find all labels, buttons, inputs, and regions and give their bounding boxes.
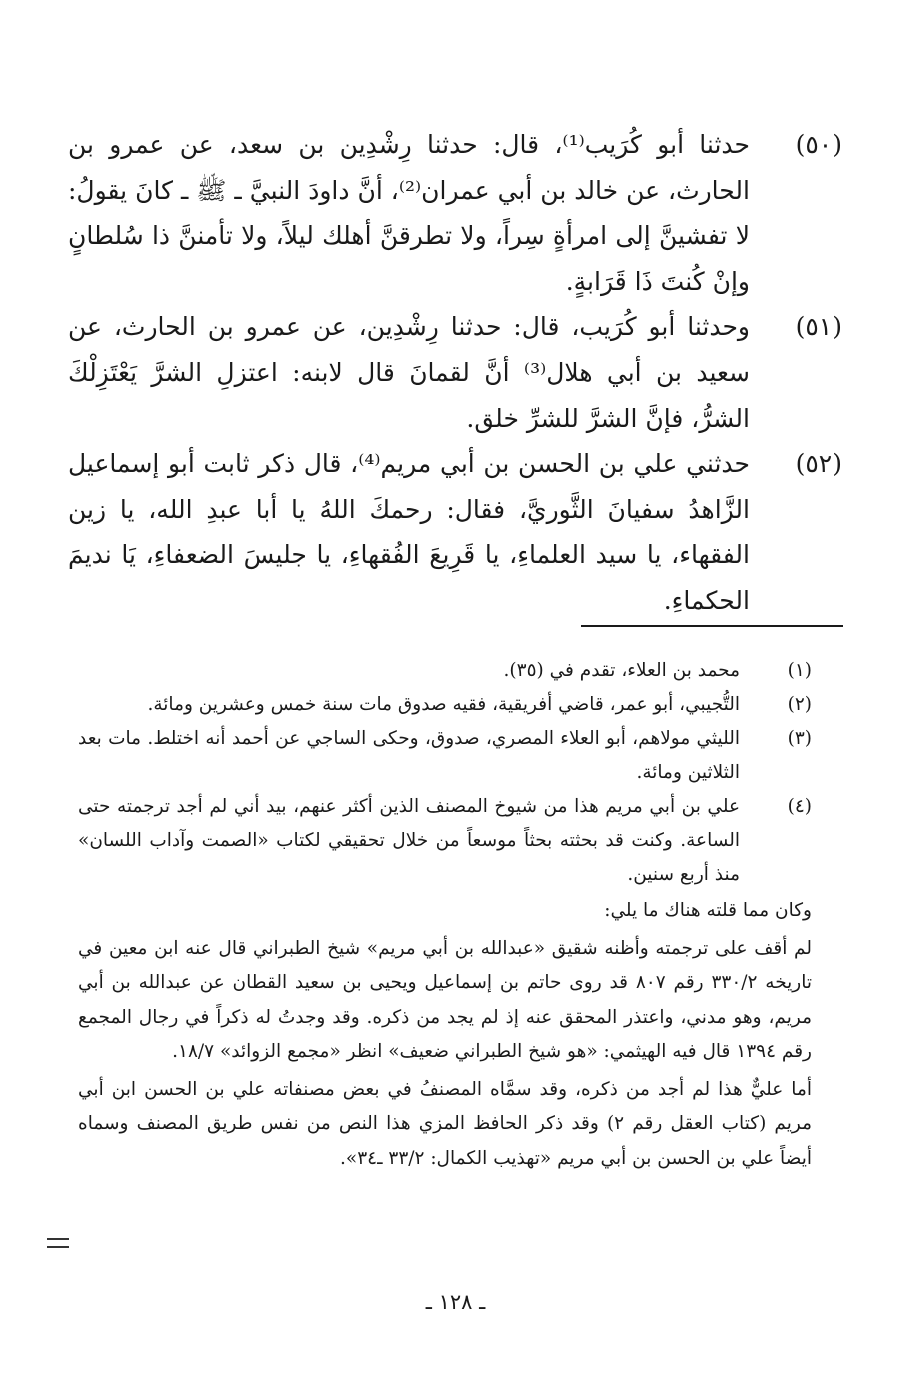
margin-mark xyxy=(47,1238,69,1248)
paragraph-text: حدثني علي بن الحسن بن أبي مريم⁽⁴⁾، قال ذكر ثابت أبو إسماعيل الزَّاهدُ سفيانَ الثَّوريَّ، فقال: رحمكَ اللهُ يا أبا عبدِ الله، يا زين الفقهاء، يا سيد العلماءِ، يا قَرِيعَ الفُقهاءِ، يا جليسَ الضعفاءِ، يَا نديمَ الحكماءِ. xyxy=(68,449,750,615)
paragraph-number: (٥٢) xyxy=(795,449,842,479)
footnote-text: التُّجيبي، أبو عمر، قاضي أفريقية، فقيه صدوق مات سنة خمس وعشرين ومائة. xyxy=(147,694,740,715)
footnote-number: (٣) xyxy=(787,728,812,749)
footnote-4 xyxy=(78,790,812,892)
paragraph-number: (٥٠) xyxy=(795,130,842,159)
footnote-text: الليثي مولاهم، أبو العلاء المصري، صدوق، وحكى الساجي عن أحمد أنه اختلط. مات بعد الثلاثين ومائة. xyxy=(78,728,740,783)
footnote-text: محمد بن العلاء، تقدم في (٣٥). xyxy=(503,660,740,681)
footnote-continuation: وكان مما قلته هناك ما يلي: xyxy=(604,900,812,921)
paragraph-50 xyxy=(68,122,842,304)
paragraph-text: وحدثنا أبو كُرَيب، قال: حدثنا رِشْدِين، عن عمرو بن الحارث، عن سعيد بن أبي هلال⁽³⁾ أنَّ لقمانَ قال لابنه: اعتزلِ الشرَّ يَعْتَزِلْكَ الشرُّ، فإنَّ الشرَّ للشرِّ خلق. xyxy=(68,312,750,433)
footnote-continuation: لم أقف على ترجمته وأظنه شقيق «عبدالله بن أبي مريم» شيخ الطبراني قال عنه ابن معين في تاريخه ٣٣٠/٢ رقم ٨٠٧ قد روى حاتم بن إسماعيل ويحيى بن سعيد القطان عن عبدالله بن أبي مريم، وهو مدني، واعتذر المحقق عنه إذ لم يجد من ذكره. وقد وجدتُ له ذكراً في رجال المجمع رقم ١٣٩٤ قال فيه الهيثمي: «هو شيخ الطبراني ضعيف» انظر «مجمع الزوائد» ١٨/٧. xyxy=(78,937,813,1062)
page-number: ـ ١٢٨ ـ xyxy=(425,1290,486,1314)
footnotes xyxy=(78,654,812,1176)
footnote-1 xyxy=(78,654,812,688)
paragraph-number: (٥١) xyxy=(795,312,842,342)
footnote-2 xyxy=(78,688,812,722)
paragraph-51 xyxy=(68,304,842,441)
paragraph-52 xyxy=(68,441,842,623)
footnote-text: علي بن أبي مريم هذا من شيوخ المصنف الذين أكثر عنهم، بيد أني لم أجد ترجمته حتى الساعة. وكنت قد بحثته بحثاً موسعاً من خلال تحقيقي لكتاب «الصمت وآداب اللسان» منذ أربع سنين. xyxy=(78,796,740,885)
paragraph-text: حدثنا أبو كُرَيب⁽¹⁾، قال: حدثنا رِشْدِين بن سعد، عن عمرو بن الحارث، عن خالد بن أبي عمران⁽²⁾، أنَّ داودَ النبيَّ ـ ﷺ ـ كانَ يقولُ: لا تفشينَّ إلى امرأةٍ سِراً، ولا تطرقنَّ أهلك ليلاً، ولا تأمننَّ ذا سُلطانٍ وإنْ كُنتَ ذَا قَرَابةٍ. xyxy=(68,130,750,296)
footnote-continuation: أما عليٌّ هذا لم أجد من ذكره، وقد سمَّاه المصنفُ في بعض مصنفاته علي بن الحسن ابن أبي مريم (كتاب العقل رقم ٢) وقد ذكر الحافظ المزي هذا النص من نفس طريق المصنف وسماه أيضاً علي بن الحسن بن أبي مريم «تهذيب الكمال: ٣٣/٢ ـ٣٤». xyxy=(78,1078,813,1169)
main-text xyxy=(68,122,842,624)
footnote-number: (١) xyxy=(787,660,812,681)
footnote-number: (٢) xyxy=(787,694,812,715)
footnote-3 xyxy=(78,722,812,790)
footnote-number: (٤) xyxy=(787,796,812,817)
footnote-separator xyxy=(581,625,843,627)
